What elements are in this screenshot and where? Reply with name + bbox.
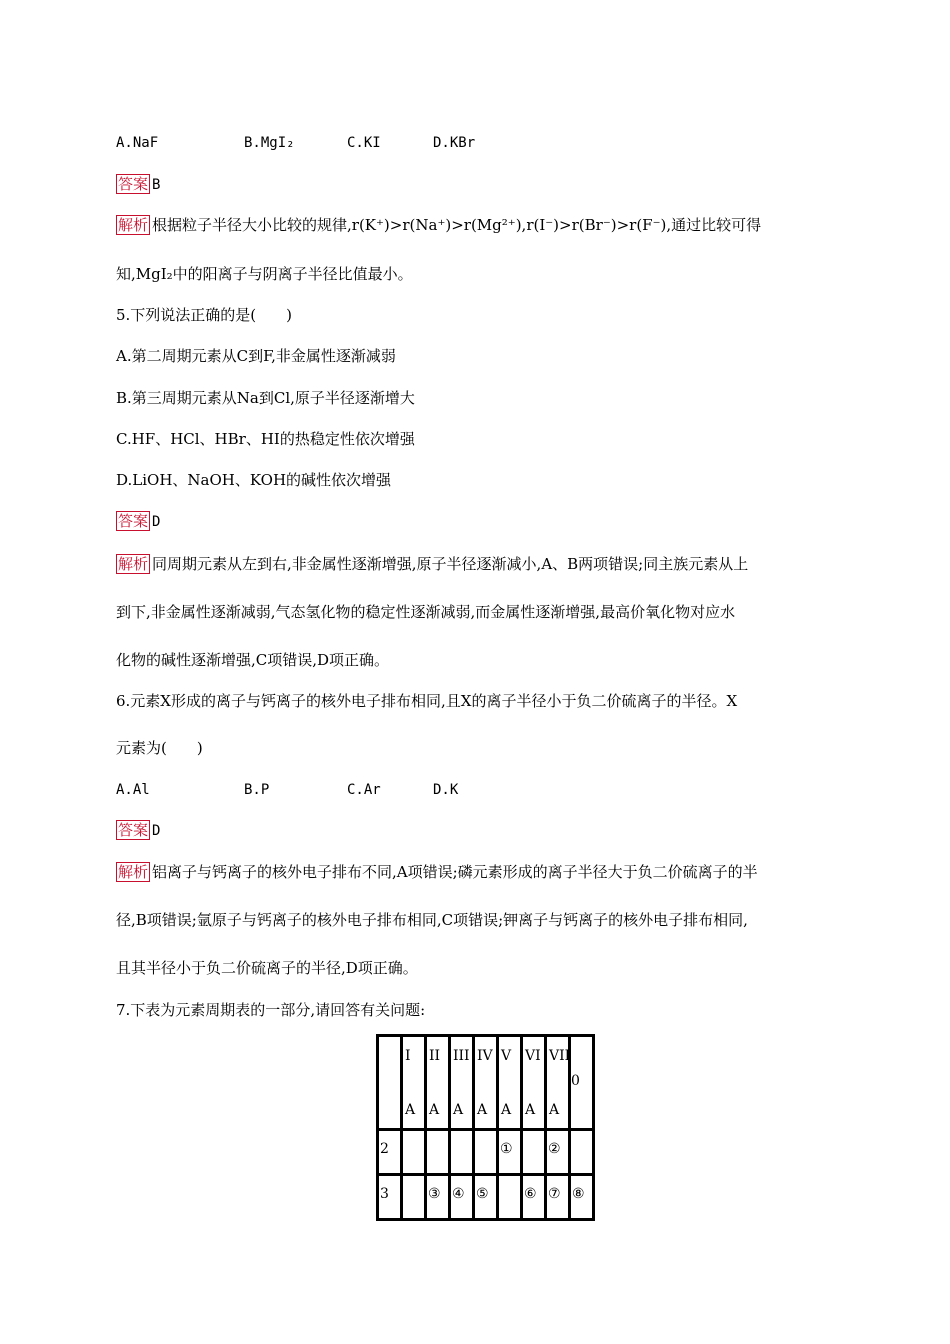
- header-group-cell: VII A: [546, 1036, 570, 1130]
- q5-option-c: C.HF、HCl、HBr、HI的热稳定性依次增强: [116, 430, 415, 448]
- table-cell: [426, 1130, 450, 1175]
- analysis-tag: 解析: [118, 555, 149, 573]
- table-header-row: [378, 1036, 594, 1130]
- header-period-cell: [378, 1036, 402, 1130]
- q6-stem-1: 6.元素X形成的离子与钙离子的核外电子排布相同,且X的离子半径小于负二价硫离子的半径。X: [116, 692, 738, 710]
- q4-answer: [116, 174, 160, 195]
- table-cell: ④: [450, 1175, 474, 1220]
- answer-value: D: [152, 823, 161, 839]
- period-label: 2: [378, 1130, 402, 1175]
- periodic-table: [376, 1034, 595, 1221]
- answer-tag: 答案: [118, 175, 149, 193]
- q5-answer: [116, 511, 160, 532]
- header-group-cell: V A: [498, 1036, 522, 1130]
- analysis-text: 根据粒子半径大小比较的规律,r(K⁺)>r(Na⁺)>r(Mg²⁺),r(I⁻)>r(Br⁻)>r(F⁻),通过比较可得: [152, 216, 762, 234]
- q6-option-c: C.Ar: [347, 782, 381, 798]
- table-cell: [570, 1130, 594, 1175]
- analysis-tag: 解析: [118, 863, 149, 881]
- table-row: [378, 1130, 594, 1175]
- table-cell: ⑥: [522, 1175, 546, 1220]
- table-cell: [402, 1130, 426, 1175]
- analysis-text: 铝离子与钙离子的核外电子排布不同,A项错误;磷元素形成的离子半径大于负二价硫离子的半: [152, 863, 758, 881]
- table-cell: ①: [498, 1130, 522, 1175]
- answer-tag: 答案: [118, 512, 149, 530]
- q4-option-c: C.KI: [347, 135, 381, 151]
- q4-option-a: A.NaF: [116, 135, 159, 151]
- q5-stem: 5.下列说法正确的是( ): [116, 306, 293, 324]
- q6-option-d: D.K: [433, 782, 459, 798]
- q6-analysis-3: 且其半径小于负二价硫离子的半径,D项正确。: [116, 959, 418, 977]
- header-group-cell: III A: [450, 1036, 474, 1130]
- answer-value: B: [152, 177, 161, 193]
- table-cell: ②: [546, 1130, 570, 1175]
- table-cell: ⑤: [474, 1175, 498, 1220]
- header-group-cell: I A: [402, 1036, 426, 1130]
- q6-stem-2: 元素为( ): [116, 739, 203, 757]
- q5-analysis-3: 化物的碱性逐渐增强,C项错误,D项正确。: [116, 651, 390, 669]
- table-cell: [522, 1130, 546, 1175]
- q5-analysis-1: [116, 554, 748, 574]
- q4-option-b: B.MgI₂: [244, 135, 295, 151]
- table-cell: ⑧: [570, 1175, 594, 1220]
- q6-analysis-2: 径,B项错误;氩原子与钙离子的核外电子排布相同,C项错误;钾离子与钙离子的核外电子排布相同,: [116, 911, 748, 929]
- q6-option-a: A.Al: [116, 782, 150, 798]
- table-cell: [498, 1175, 522, 1220]
- header-group-zero: 0: [570, 1036, 594, 1130]
- answer-tag: 答案: [118, 821, 149, 839]
- q7-stem: 7.下表为元素周期表的一部分,请回答有关问题:: [116, 1001, 426, 1019]
- q6-option-b: B.P: [244, 782, 270, 798]
- table-cell: [402, 1175, 426, 1220]
- analysis-text: 同周期元素从左到右,非金属性逐渐增强,原子半径逐渐减小,A、B两项错误;同主族元素从上: [152, 555, 749, 573]
- header-group-cell: II A: [426, 1036, 450, 1130]
- table-row: [378, 1175, 594, 1220]
- table-cell: [450, 1130, 474, 1175]
- header-group-cell: IV A: [474, 1036, 498, 1130]
- q4-analysis-1: [116, 215, 761, 235]
- answer-value: D: [152, 514, 161, 530]
- table-cell: ③: [426, 1175, 450, 1220]
- q5-option-a: A.第二周期元素从C到F,非金属性逐渐减弱: [116, 347, 396, 365]
- q4-analysis-2: 知,MgI₂中的阳离子与阴离子半径比值最小。: [116, 265, 413, 283]
- analysis-tag: 解析: [118, 216, 149, 234]
- header-group-cell: VI A: [522, 1036, 546, 1130]
- period-label: 3: [378, 1175, 402, 1220]
- q6-analysis-1: [116, 862, 758, 882]
- q4-option-d: D.KBr: [433, 135, 476, 151]
- q5-option-b: B.第三周期元素从Na到Cl,原子半径逐渐增大: [116, 389, 415, 407]
- q5-analysis-2: 到下,非金属性逐渐减弱,气态氢化物的稳定性逐渐减弱,而金属性逐渐增强,最高价氧化物对应水: [116, 603, 736, 621]
- q5-option-d: D.LiOH、NaOH、KOH的碱性依次增强: [116, 471, 392, 489]
- q6-answer: [116, 820, 160, 841]
- table-cell: [474, 1130, 498, 1175]
- table-cell: ⑦: [546, 1175, 570, 1220]
